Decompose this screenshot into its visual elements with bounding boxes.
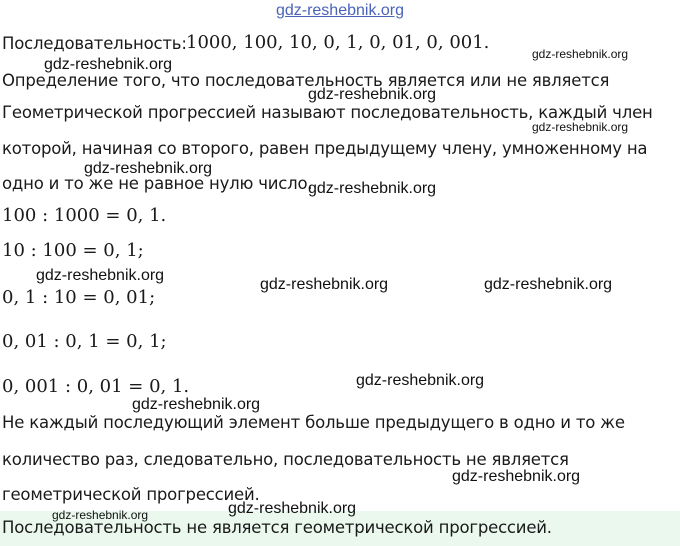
definition-line-3: которой, начиная со второго, равен предыдущему члену, умноженному на — [2, 139, 648, 158]
equation-2: 10 : 100 = 0, 1; — [2, 240, 144, 261]
watermark: gdz-reshebnik.org — [52, 508, 149, 522]
watermark: gdz-reshebnik.org — [356, 372, 485, 389]
watermark: gdz-reshebnik.org — [228, 500, 357, 517]
watermark: gdz-reshebnik.org — [452, 468, 581, 485]
watermark: gdz-reshebnik.org — [484, 276, 613, 293]
watermark: gdz-reshebnik.org — [84, 160, 213, 177]
equation-3: 0, 1 : 10 = 0, 01; — [2, 287, 156, 308]
definition-line-4: одно и то же не равное нулю число. — [2, 174, 313, 193]
watermark: gdz-reshebnik.org — [36, 267, 165, 284]
watermark: gdz-reshebnik.org — [308, 180, 437, 197]
watermark: gdz-reshebnik.org — [260, 276, 389, 293]
watermark: gdz-reshebnik.org — [44, 56, 173, 73]
sequence-values: 1000, 100, 10, 0, 1, 0, 01, 0, 001. — [186, 32, 490, 53]
watermark: gdz-reshebnik.org — [532, 120, 629, 134]
conclusion-line-2: количество раз, следовательно, последовательность не является — [2, 450, 569, 469]
definition-line-2: Геометрической прогрессией называют последовательность, каждый член — [2, 103, 653, 122]
answer-text: Последовательность не является геометрической прогрессией. — [2, 518, 552, 537]
equation-1: 100 : 1000 = 0, 1. — [2, 205, 167, 226]
watermark: gdz-reshebnik.org — [532, 47, 629, 61]
equation-4: 0, 01 : 0, 1 = 0, 1; — [2, 331, 167, 352]
equation-5: 0, 001 : 0, 01 = 0, 1. — [2, 376, 190, 397]
site-header-link[interactable]: gdz-reshebnik.org — [275, 2, 405, 19]
conclusion-line-1: Не каждый последующий элемент больше предыдущего в одно и то же — [2, 413, 625, 432]
watermark: gdz-reshebnik.org — [308, 86, 437, 103]
watermark: gdz-reshebnik.org — [132, 396, 261, 413]
sequence-label: Последовательность: — [2, 34, 187, 53]
definition-line-1: Определение того, что последовательность является или не является — [2, 71, 610, 90]
conclusion-line-3: геометрической прогрессией. — [2, 485, 260, 504]
